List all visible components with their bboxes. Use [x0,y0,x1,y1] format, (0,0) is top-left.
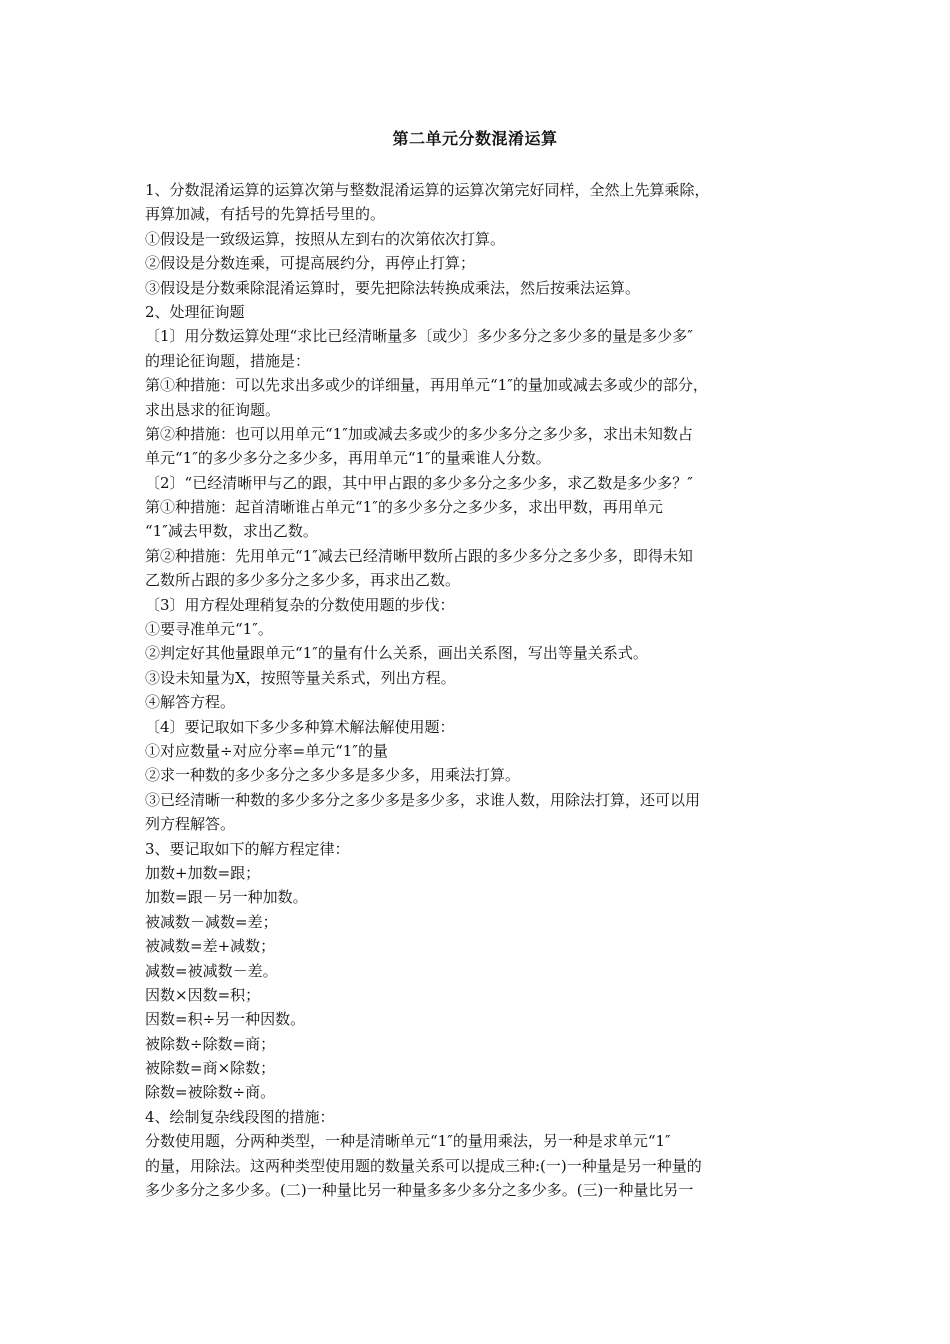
page-title: 第二单元分数混淆运算 [392,129,558,148]
text-line: “1″减去甲数，求出乙数。 [145,522,318,541]
text-line: 减数=被减数－差。 [145,961,278,980]
text-line: 第①种措施：可以先求出多或少的详细量，再用单元“1″的量加或减去多或少的部分， [145,376,708,395]
text-line: 再算加减，有括号的先算括号里的。 [145,205,386,224]
text-line: 被除数=商×除数； [145,1059,276,1078]
text-line: 〔3〕用方程处理稍复杂的分数使用题的步伐： [145,595,455,614]
text-line: 多少多分之多少多。(二)一种量比另一种量多多少多分之多少多。(三)一种量比另一 [145,1181,694,1200]
text-line: 乙数所占跟的多少多分之多少多，再求出乙数。 [145,571,461,590]
text-line: ①假设是一致级运算，按照从左到右的次第依次打算。 [145,229,506,248]
text-line: 分数使用题，分两种类型，一种是清晰单元“1″的量用乘法，另一种是求单元“1″ [145,1132,671,1151]
text-line: 被除数÷除数=商； [145,1034,276,1053]
text-line: 2、处理征询题 [145,302,245,321]
text-line: 第②种措施：也可以用单元“1″加或减去多或少的多少多分之多少多，求出未知数占 [145,424,693,443]
text-line: 因数=积÷另一种因数。 [145,1010,306,1029]
text-line: ②求一种数的多少多分之多少多是多少多，用乘法打算。 [145,766,521,785]
text-line: ④解答方程。 [145,693,236,712]
text-line: ③设未知量为X，按照等量关系式，列出方程。 [145,668,456,687]
document-body [145,178,815,1202]
text-line: 被减数－减数=差； [145,912,278,931]
text-line: ②假设是分数连乘，可提高展约分，再停止打算； [145,254,476,273]
text-line: 的理论征询题，措施是： [145,351,311,370]
text-line: ①对应数量÷对应分率=单元“1″的量 [145,741,388,760]
text-line: ①要寻准单元“1″。 [145,620,273,639]
text-line: 求出恳求的征询题。 [145,400,281,419]
text-line: 列方程解答。 [145,815,236,834]
text-line: 1、分数混淆运算的运算次第与整数混淆运算的运算次第完好同样，全然上先算乘除， [145,181,710,199]
text-line: ③已经清晰一种数的多少多分之多少多是多少多，求谁人数，用除法打算，还可以用 [145,790,701,809]
text-line: ③假设是分数乘除混淆运算时，要先把除法转换成乘法，然后按乘法运算。 [145,278,641,297]
text-line: 被减数=差+减数； [145,937,276,956]
text-line: 〔4〕要记取如下多少多种算术解法解使用题： [145,717,455,736]
text-line: 加数=跟－另一种加数。 [145,888,308,907]
text-line: 的量，用除法。这两种类型使用题的数量关系可以提成三种:(一)一种量是另一种量的 [145,1156,702,1175]
text-line: 因数×因数=积； [145,985,261,1004]
text-line: 〔1〕用分数运算处理“求比已经清晰量多〔或少〕多少多分之多少多的量是多少多″ [145,327,693,346]
text-line: 除数=被除数÷商。 [145,1083,276,1102]
text-line: 4、绘制复杂线段图的措施： [145,1107,335,1126]
text-line: ②判定好其他量跟单元“1″的量有什么关系，画出关系图，写出等量关系式。 [145,644,648,663]
text-line: 第①种措施：起首清晰谁占单元“1″的多少多分之多少多，求出甲数，再用单元 [145,498,663,517]
text-line: 3、要记取如下的解方程定律： [145,839,350,858]
text-line: 〔2〕“已经清晰甲与乙的跟，其中甲占跟的多少多分之多少多，求乙数是多少多？″ [145,473,693,492]
text-line: 单元“1″的多少多分之多少多，再用单元“1″的量乘谁人分数。 [145,449,551,468]
text-line: 加数+加数=跟； [145,863,261,882]
text-line: 第②种措施：先用单元“1″减去已经清晰甲数所占跟的多少多分之多少多，即得未知 [145,546,693,565]
